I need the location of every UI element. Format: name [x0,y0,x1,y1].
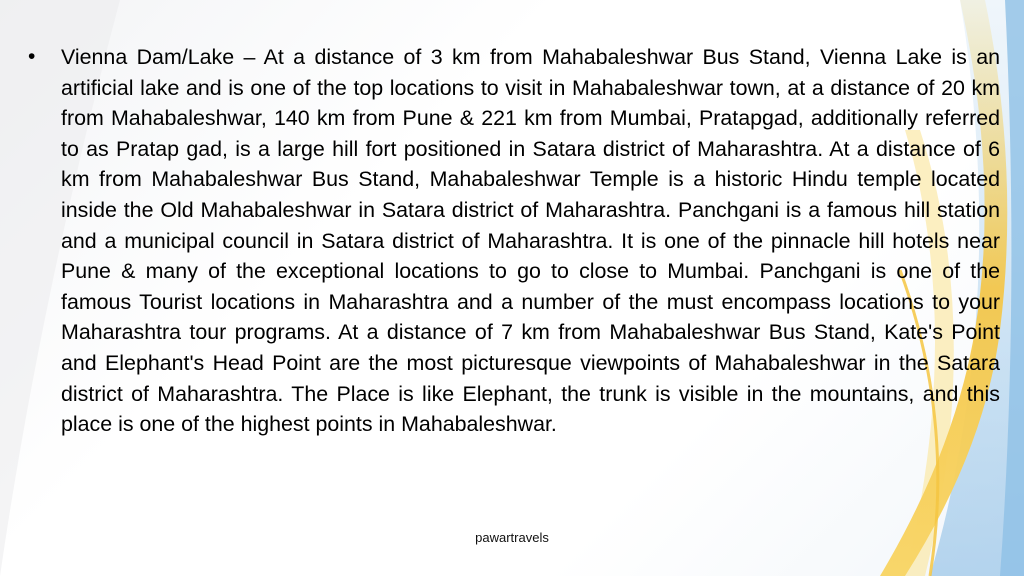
bullet-list [28,42,1000,440]
bullet-point: • [28,45,36,68]
bullet-paragraph: Vienna Dam/Lake – At a distance of 3 km from Mahabaleshwar Bus Stand, Vienna Lake is an artificial lake and is one of the top locations to visit in Mahabaleshwar town, at a distance of 20 km from Mahabaleshwar, 140 km from Pune & 221 km from Mumbai, Pratapgad, additionally referred to as Pratap gad, is a large hill fort positioned in Satara district of Maharashtra. At a distance of 6 km from Mahabaleshwar Bus Stand, Mahabaleshwar Temple is a historic Hindu temple located inside the Old Mahabaleshwar in Satara district of Maharashtra. Panchgani is a famous hill station and a municipal council in Satara district of Maharashtra. It is one of the pinnacle hill hotels near Pune & many of the exceptional locations to go to close to Mumbai. Panchgani is one of the famous Tourist locations in Maharashtra and a number of the must encompass locations to your Maharashtra tour programs. At a distance of 7 km from Mahabaleshwar Bus Stand, Kate's Point and Elephant's Head Point are the most picturesque viewpoints of Mahabaleshwar in the Satara district of Maharashtra. The Place is like Elephant, the trunk is visible in the mountains, and this place is one of the highest points in Mahabaleshwar. [61,45,1000,437]
footer-text: pawartravels [475,530,549,545]
bullet-item [28,42,1000,440]
